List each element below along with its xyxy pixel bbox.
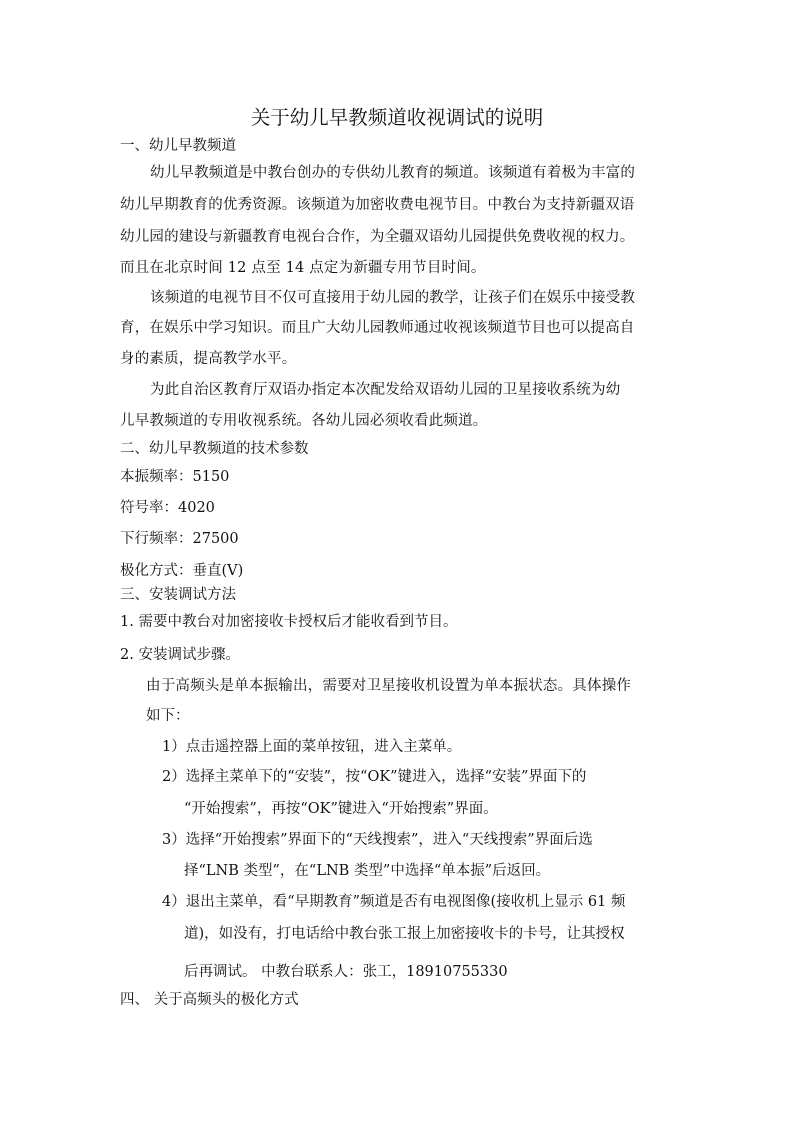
param-downlink-frequency: 下行频率：27500 — [120, 531, 239, 547]
section-3-intro-line: 如下： — [146, 708, 190, 724]
section-3-item-1: 1. 需要中教台对加密接收卡授权后才能收看到节目。 — [120, 614, 458, 630]
section-3-heading: 三、安装调试方法 — [120, 587, 236, 603]
section-1-para-2-line: 身的素质，提高教学水平。 — [120, 351, 297, 367]
step-1: 1）点击遥控器上面的菜单按钮，进入主菜单。 — [162, 739, 462, 755]
section-1-para-1-line: 幼儿早教频道是中教台创办的专供幼儿教育的频道。该频道有着极为丰富的 — [150, 165, 636, 181]
section-1-para-3-line: 为此自治区教育厅双语办指定本次配发给双语幼儿园的卫星接收系统为幼 — [150, 382, 621, 398]
step-3-line: 3）选择“开始搜索”界面下的“天线搜索”，进入“天线搜索”界面后选 — [162, 832, 593, 848]
section-1-para-2-line: 育，在娱乐中学习知识。而且广大幼儿园教师通过收视该频道节目也可以提高自 — [120, 320, 635, 336]
step-4-line: 后再调试。 中教台联系人：张工，18910755330 — [184, 964, 508, 980]
step-2-line: 2）选择主菜单下的“安装”，按“OK”键进入，选择“安装”界面下的 — [162, 769, 587, 785]
section-2-heading: 二、幼儿早教频道的技术参数 — [120, 441, 309, 457]
section-1-para-3-line: 儿早教频道的专用收视系统。各幼儿园必须收看此频道。 — [120, 413, 488, 429]
section-1-para-1-line: 而且在北京时间 12 点至 14 点定为新疆专用节目时间。 — [120, 260, 486, 276]
section-1-para-1-line: 幼儿早期教育的优秀资源。该频道为加密收费电视节目。中教台为支持新疆双语 — [120, 197, 635, 213]
step-3-line: 择“LNB 类型”，在“LNB 类型”中选择“单本振”后返回。 — [184, 863, 551, 879]
section-1-heading: 一、幼儿早教频道 — [120, 138, 236, 154]
section-3-item-2: 2. 安装调试步骤。 — [120, 647, 240, 663]
param-local-oscillator: 本振频率：5150 — [120, 469, 230, 485]
param-symbol-rate: 符号率：4020 — [120, 500, 215, 516]
step-4-line: 4）退出主菜单，看“早期教育”频道是否有电视图像(接收机上显示 61 频 — [162, 894, 626, 910]
section-4-heading: 四、 关于高频头的极化方式 — [120, 992, 299, 1008]
step-2-line: “开始搜索”，再按“OK”键进入“开始搜索”界面。 — [184, 801, 498, 817]
section-1-para-2-line: 该频道的电视节目不仅可直接用于幼儿园的教学，让孩子们在娱乐中接受教 — [150, 290, 636, 306]
document-title: 关于幼儿早教频道收视调试的说明 — [250, 106, 544, 129]
section-3-intro-line: 由于高频头是单本振输出，需要对卫星接收机设置为单本振状态。具体操作 — [146, 678, 632, 694]
param-polarization: 极化方式：垂直(V) — [120, 563, 244, 579]
section-1-para-1-line: 幼儿园的建设与新疆教育电视台合作，为全疆双语幼儿园提供免费收视的权力。 — [120, 229, 635, 245]
step-4-line: 道)，如没有，打电话给中教台张工报上加密接收卡的卡号，让其授权 — [184, 926, 625, 942]
